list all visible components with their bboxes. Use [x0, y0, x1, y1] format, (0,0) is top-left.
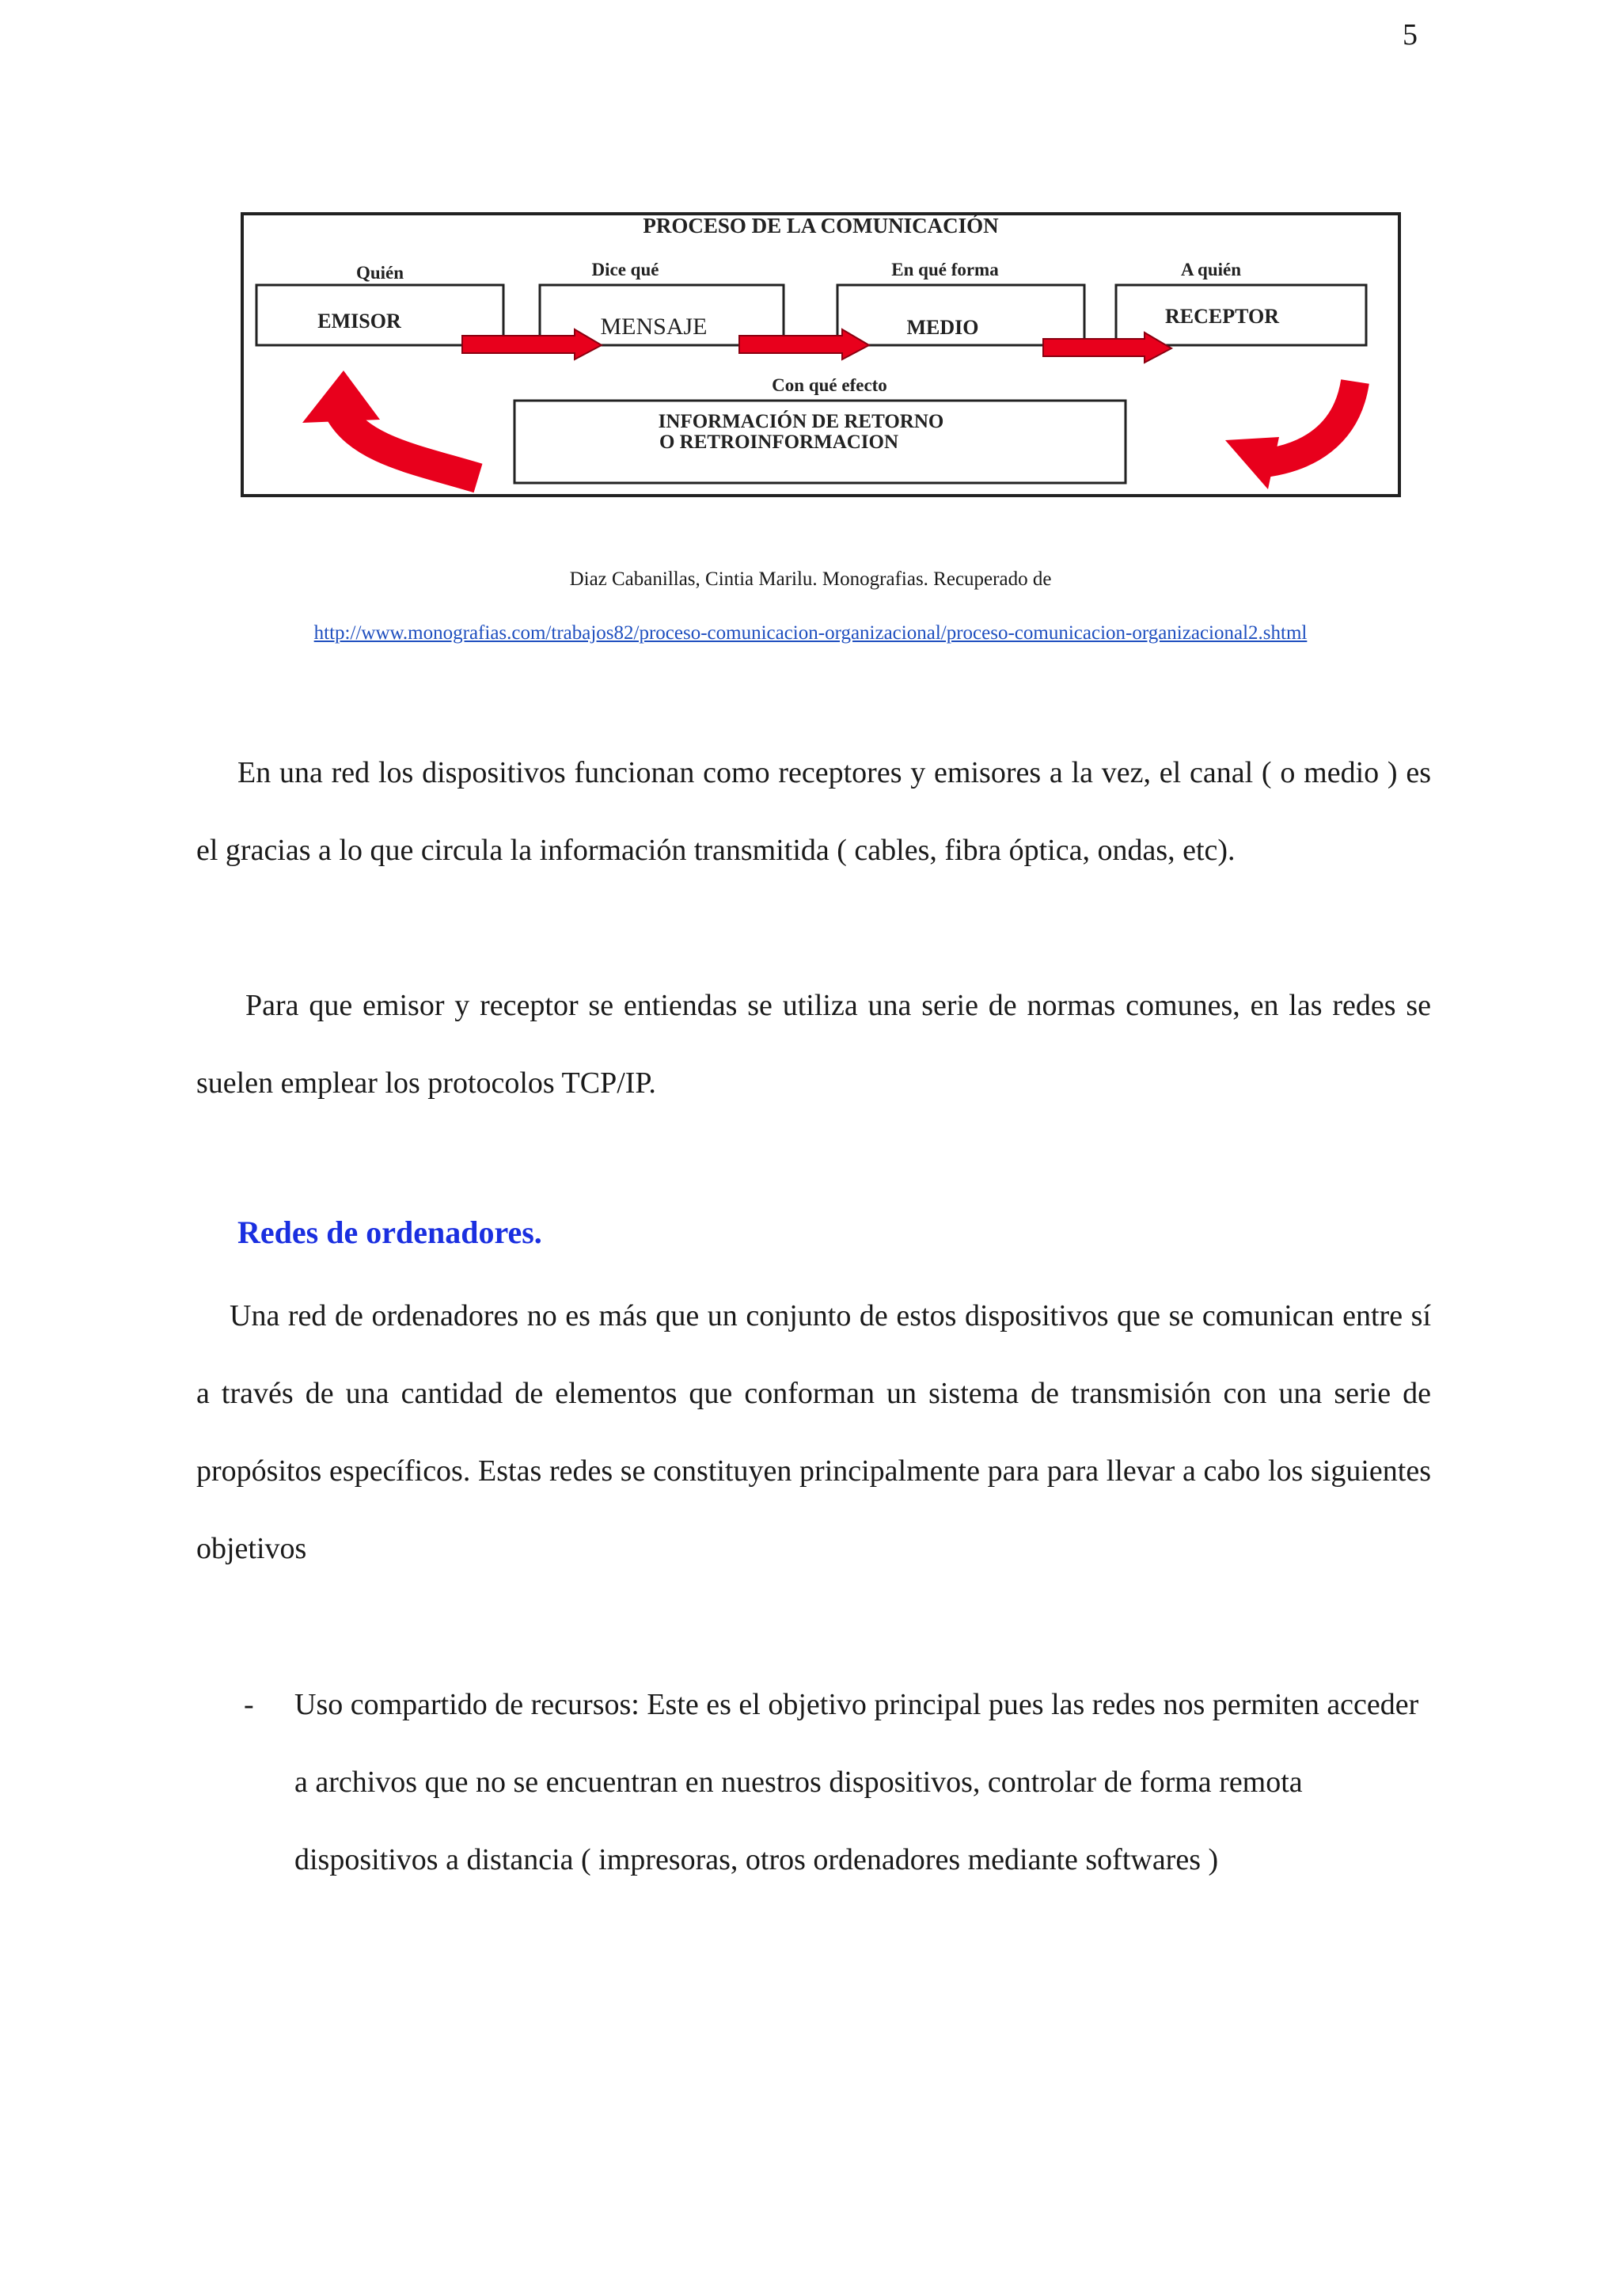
list-item: [237, 1666, 1425, 1899]
paragraph-network-devices: En una red los dispositivos funcionan como receptores y emisores a la vez, el canal ( o medio ) es el gracias a lo que circula la información transmitida ( cables, fibra óptica, ondas, etc).: [196, 756, 1431, 867]
mensaje-label: MENSAJE: [600, 314, 708, 340]
label-en-que-forma: En qué forma: [891, 260, 999, 279]
section-heading-redes: Redes de ordenadores.: [237, 1215, 542, 1250]
label-a-quien: A quién: [1180, 260, 1242, 279]
figure-source-caption: Diaz Cabanillas, Cintia Marilu. Monografias. Recuperado de: [569, 568, 1052, 590]
feedback-label: Con qué efecto: [772, 375, 887, 395]
page-number: 5: [1403, 18, 1418, 51]
label-quien: Quién: [355, 263, 404, 283]
medio-label: MEDIO: [906, 316, 979, 339]
feedback-line2: O RETROINFORMACION: [659, 431, 899, 453]
objectives-list: [237, 1666, 1425, 1899]
receptor-label: RECEPTOR: [1165, 305, 1279, 328]
feedback-line1: INFORMACIÓN DE RETORNO: [658, 411, 944, 432]
paragraph-computer-networks: Una red de ordenadores no es más que un conjunto de estos dispositivos que se comunican entre sí a través de una cantidad de elementos que conforman un sistema de transmisión con una serie de propósitos específicos. Estas redes se constituyen principalmente para para llevar a cabo los siguientes objetivos: [196, 1299, 1431, 1565]
figure-source-link[interactable]: http://www.monografias.com/trabajos82/proceso-comunicacion-organizacional/proceso-comunicacion-organizacional2.shtml: [313, 622, 1308, 644]
list-bullet: -: [244, 1688, 254, 1721]
diagram-title: PROCESO DE LA COMUNICACIÓN: [643, 214, 999, 238]
label-dice-que: Dice qué: [591, 260, 659, 279]
list-item-text: Uso compartido de recursos: Este es el objetivo principal pues las redes nos permiten acceder a archivos que no se encuentran en nuestros dispositivos, controlar de forma remota dispositivos a distancia ( impresoras, otros ordenadores mediante softwares ): [294, 1688, 1419, 1876]
emisor-label: EMISOR: [317, 310, 401, 333]
paragraph-protocols: Para que emisor y receptor se entiendas se utiliza una serie de normas comunes, en las redes se suelen emplear los protocolos TCP/IP.: [196, 989, 1431, 1100]
communication-process-diagram: [241, 212, 1401, 499]
